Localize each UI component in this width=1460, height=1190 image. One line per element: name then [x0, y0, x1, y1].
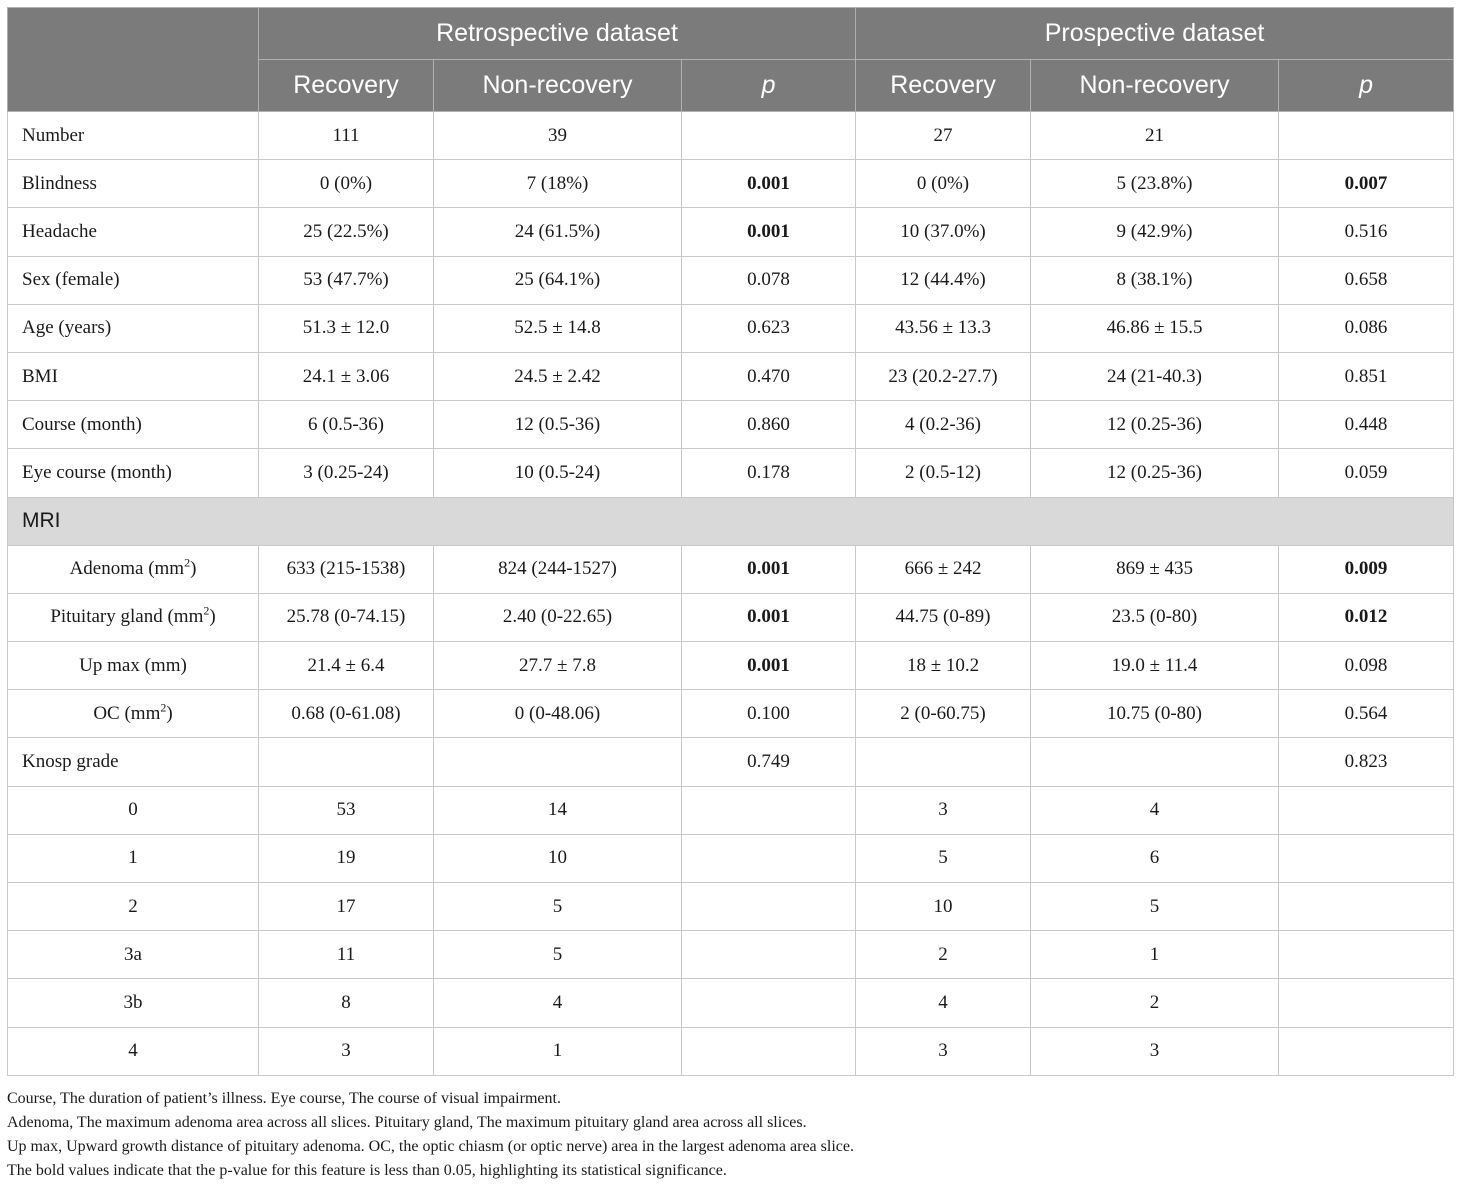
header-pro-recovery: Recovery [856, 60, 1031, 112]
row-label [8, 931, 259, 979]
p-value-cell: 0.658 [1279, 256, 1454, 304]
table-cell: 24.1 ± 3.06 [259, 352, 434, 400]
table-cell: 10.75 (0-80) [1031, 690, 1279, 738]
header-group-retrospective: Retrospective dataset [259, 8, 856, 60]
table-cell: 111 [259, 112, 434, 160]
row-label-text: Blindness [22, 172, 97, 194]
row-label [8, 593, 259, 641]
header-group-prospective: Prospective dataset [856, 8, 1454, 60]
table-row [8, 593, 1454, 641]
table-cell: 5 [856, 834, 1031, 882]
table-cell: 24.5 ± 2.42 [434, 352, 682, 400]
table-body [8, 112, 1454, 1076]
header-pro-non-recovery: Non-recovery [1031, 60, 1279, 112]
p-value-cell: 0.448 [1279, 401, 1454, 449]
table-cell: 8 (38.1%) [1031, 256, 1279, 304]
table-cell [434, 738, 682, 786]
p-value-cell [682, 786, 856, 834]
table-cell: 11 [259, 931, 434, 979]
table-row [8, 883, 1454, 931]
table-cell: 53 [259, 786, 434, 834]
table-row [8, 931, 1454, 979]
table-cell: 24 (61.5%) [434, 208, 682, 256]
row-label [8, 160, 259, 208]
table-row [8, 352, 1454, 400]
table-cell: 25.78 (0-74.15) [259, 593, 434, 641]
row-label [8, 642, 259, 690]
p-value-cell [682, 979, 856, 1027]
table-row [8, 256, 1454, 304]
row-label [8, 256, 259, 304]
table-cell: 12 (0.25-36) [1031, 401, 1279, 449]
row-label [8, 738, 259, 786]
table-cell: 27 [856, 112, 1031, 160]
footnote-course: Course, The duration of patient’s illness. Eye course, The course of visual impairment. [7, 1090, 561, 1107]
row-label-text: 1 [128, 847, 138, 869]
row-label-text: Eye course (month) [22, 461, 172, 483]
row-label-text: OC (mm [93, 702, 161, 724]
table-cell: 25 (64.1%) [434, 256, 682, 304]
p-value-cell [1279, 883, 1454, 931]
table-cell: 23 (20.2-27.7) [856, 352, 1031, 400]
table-cell: 10 [856, 883, 1031, 931]
table-cell: 25 (22.5%) [259, 208, 434, 256]
row-label [8, 208, 259, 256]
table-cell: 2 [856, 931, 1031, 979]
p-value-cell [682, 834, 856, 882]
header-pro-p: p [1279, 60, 1454, 112]
row-label-text: Headache [22, 220, 97, 242]
row-label [8, 834, 259, 882]
p-value-cell: 0.178 [682, 449, 856, 497]
table-row [8, 160, 1454, 208]
section-row-mri [8, 497, 1454, 545]
table-cell: 12 (44.4%) [856, 256, 1031, 304]
row-label-text: 2 [128, 895, 138, 917]
table-cell: 3 [259, 1027, 434, 1075]
table-cell: 17 [259, 883, 434, 931]
table-cell: 0 (0%) [259, 160, 434, 208]
table-row [8, 401, 1454, 449]
p-value-cell: 0.001 [682, 642, 856, 690]
row-label [8, 786, 259, 834]
table-row [8, 112, 1454, 160]
table-cell: 21 [1031, 112, 1279, 160]
p-value-cell [1279, 112, 1454, 160]
table-cell: 27.7 ± 7.8 [434, 642, 682, 690]
row-label-text: Number [22, 124, 85, 146]
p-value-cell [682, 1027, 856, 1075]
table-row [8, 642, 1454, 690]
p-value-cell: 0.001 [682, 160, 856, 208]
table-cell: 2 (0.5-12) [856, 449, 1031, 497]
header-corner [8, 8, 259, 112]
p-value-cell: 0.860 [682, 401, 856, 449]
table-cell: 10 (0.5-24) [434, 449, 682, 497]
table-cell: 3 [1031, 1027, 1279, 1075]
table-cell [856, 738, 1031, 786]
table-cell: 14 [434, 786, 682, 834]
row-label-text: Knosp grade [22, 751, 119, 773]
p-value-cell: 0.001 [682, 593, 856, 641]
table-cell: 46.86 ± 15.5 [1031, 304, 1279, 352]
table-row [8, 1027, 1454, 1075]
header-retro-non-recovery: Non-recovery [434, 60, 682, 112]
p-value-cell: 0.623 [682, 304, 856, 352]
table-cell: 43.56 ± 13.3 [856, 304, 1031, 352]
p-value-cell: 0.749 [682, 738, 856, 786]
table-cell: 3 [856, 786, 1031, 834]
footnote-up-max: Up max, Upward growth distance of pituitary adenoma. OC, the optic chiasm (or optic nerve) area in the largest adenoma area slice. [7, 1138, 854, 1155]
p-value-cell: 0.100 [682, 690, 856, 738]
table-cell: 19 [259, 834, 434, 882]
table-row [8, 979, 1454, 1027]
row-label-text: 3a [124, 943, 142, 965]
row-label [8, 112, 259, 160]
header-group-row [8, 8, 1454, 60]
table-cell: 869 ± 435 [1031, 545, 1279, 593]
table-row [8, 304, 1454, 352]
footnote-adenoma: Adenoma, The maximum adenoma area across all slices. Pituitary gland, The maximum pituitary gland area across all slices. [7, 1114, 807, 1131]
row-label [8, 304, 259, 352]
table-row [8, 786, 1454, 834]
table-cell: 24 (21-40.3) [1031, 352, 1279, 400]
p-value-cell: 0.098 [1279, 642, 1454, 690]
row-label-text: Pituitary gland (mm [50, 606, 204, 628]
table-row [8, 208, 1454, 256]
table-cell: 7 (18%) [434, 160, 682, 208]
table-cell: 4 [434, 979, 682, 1027]
header-retro-recovery: Recovery [259, 60, 434, 112]
table-cell: 9 (42.9%) [1031, 208, 1279, 256]
row-label-text: 3b [123, 991, 143, 1013]
table-cell: 12 (0.25-36) [1031, 449, 1279, 497]
p-value-cell: 0.516 [1279, 208, 1454, 256]
table-cell: 4 [856, 979, 1031, 1027]
p-value-cell [1279, 1027, 1454, 1075]
row-label-text: 0 [128, 799, 138, 821]
table-cell: 44.75 (0-89) [856, 593, 1031, 641]
table-cell: 5 [434, 883, 682, 931]
p-value-cell [682, 112, 856, 160]
row-label [8, 690, 259, 738]
table-cell: 39 [434, 112, 682, 160]
p-value-cell [1279, 931, 1454, 979]
table-cell: 8 [259, 979, 434, 1027]
table-cell: 5 (23.8%) [1031, 160, 1279, 208]
p-value-cell: 0.012 [1279, 593, 1454, 641]
table-cell: 51.3 ± 12.0 [259, 304, 434, 352]
table-header [8, 8, 1454, 112]
p-value-cell: 0.086 [1279, 304, 1454, 352]
header-retro-p: p [682, 60, 856, 112]
row-label [8, 401, 259, 449]
table-cell: 1 [434, 1027, 682, 1075]
row-label-superscript: 2 [203, 604, 210, 619]
p-value-cell: 0.001 [682, 208, 856, 256]
table-cell: 2 [1031, 979, 1279, 1027]
table-cell: 5 [1031, 883, 1279, 931]
table-cell: 2 (0-60.75) [856, 690, 1031, 738]
row-label [8, 449, 259, 497]
row-label-text: Age (years) [22, 317, 112, 339]
row-label [8, 545, 259, 593]
row-label-text: Sex (female) [22, 269, 120, 291]
data-table [7, 7, 1454, 1076]
row-label [8, 883, 259, 931]
p-value-cell: 0.823 [1279, 738, 1454, 786]
table-cell: 18 ± 10.2 [856, 642, 1031, 690]
p-value-cell [1279, 834, 1454, 882]
table-cell: 10 [434, 834, 682, 882]
table-cell: 4 (0.2-36) [856, 401, 1031, 449]
footnote-bold: The bold values indicate that the p-value for this feature is less than 0.05, highlighting its statistical significance. [7, 1162, 727, 1179]
table-row [8, 690, 1454, 738]
p-value-cell: 0.564 [1279, 690, 1454, 738]
table-row [8, 834, 1454, 882]
row-label-text: 4 [128, 1040, 138, 1062]
table-cell: 1 [1031, 931, 1279, 979]
table-cell: 824 (244-1527) [434, 545, 682, 593]
table-cell: 53 (47.7%) [259, 256, 434, 304]
table-row [8, 449, 1454, 497]
p-value-cell [1279, 786, 1454, 834]
table-row [8, 545, 1454, 593]
row-label-text: BMI [22, 365, 58, 387]
p-value-cell: 0.078 [682, 256, 856, 304]
row-label [8, 1027, 259, 1075]
table-container [7, 7, 1453, 1076]
row-label-suffix: ) [209, 606, 216, 628]
table-cell: 12 (0.5-36) [434, 401, 682, 449]
row-label-suffix: ) [190, 558, 197, 580]
table-cell: 2.40 (0-22.65) [434, 593, 682, 641]
table-cell: 0 (0-48.06) [434, 690, 682, 738]
row-label-text: Adenoma (mm [69, 558, 185, 580]
p-value-cell: 0.851 [1279, 352, 1454, 400]
table-cell: 3 [856, 1027, 1031, 1075]
table-cell [1031, 738, 1279, 786]
row-label [8, 352, 259, 400]
table-cell: 4 [1031, 786, 1279, 834]
p-value-cell: 0.007 [1279, 160, 1454, 208]
table-cell: 633 (215-1538) [259, 545, 434, 593]
table-cell: 0.68 (0-61.08) [259, 690, 434, 738]
table-cell: 21.4 ± 6.4 [259, 642, 434, 690]
row-label [8, 979, 259, 1027]
row-label-text: Course (month) [22, 413, 142, 435]
table-cell: 19.0 ± 11.4 [1031, 642, 1279, 690]
row-label-text: Up max (mm) [79, 654, 187, 676]
table-cell: 6 [1031, 834, 1279, 882]
table-cell: 23.5 (0-80) [1031, 593, 1279, 641]
table-cell: 6 (0.5-36) [259, 401, 434, 449]
table-footnotes [7, 1087, 1453, 1183]
table-cell: 52.5 ± 14.8 [434, 304, 682, 352]
p-value-cell: 0.009 [1279, 545, 1454, 593]
table-cell: 666 ± 242 [856, 545, 1031, 593]
table-cell: 10 (37.0%) [856, 208, 1031, 256]
table-row [8, 738, 1454, 786]
row-label-superscript: 2 [160, 700, 167, 715]
table-cell: 5 [434, 931, 682, 979]
p-value-cell: 0.059 [1279, 449, 1454, 497]
table-cell: 0 (0%) [856, 160, 1031, 208]
row-label-superscript: 2 [184, 555, 191, 570]
table-cell [259, 738, 434, 786]
section-label: MRI [8, 497, 1454, 545]
row-label-suffix: ) [166, 702, 173, 724]
p-value-cell: 0.001 [682, 545, 856, 593]
p-value-cell [1279, 979, 1454, 1027]
p-value-cell: 0.470 [682, 352, 856, 400]
p-value-cell [682, 931, 856, 979]
table-cell: 3 (0.25-24) [259, 449, 434, 497]
p-value-cell [682, 883, 856, 931]
